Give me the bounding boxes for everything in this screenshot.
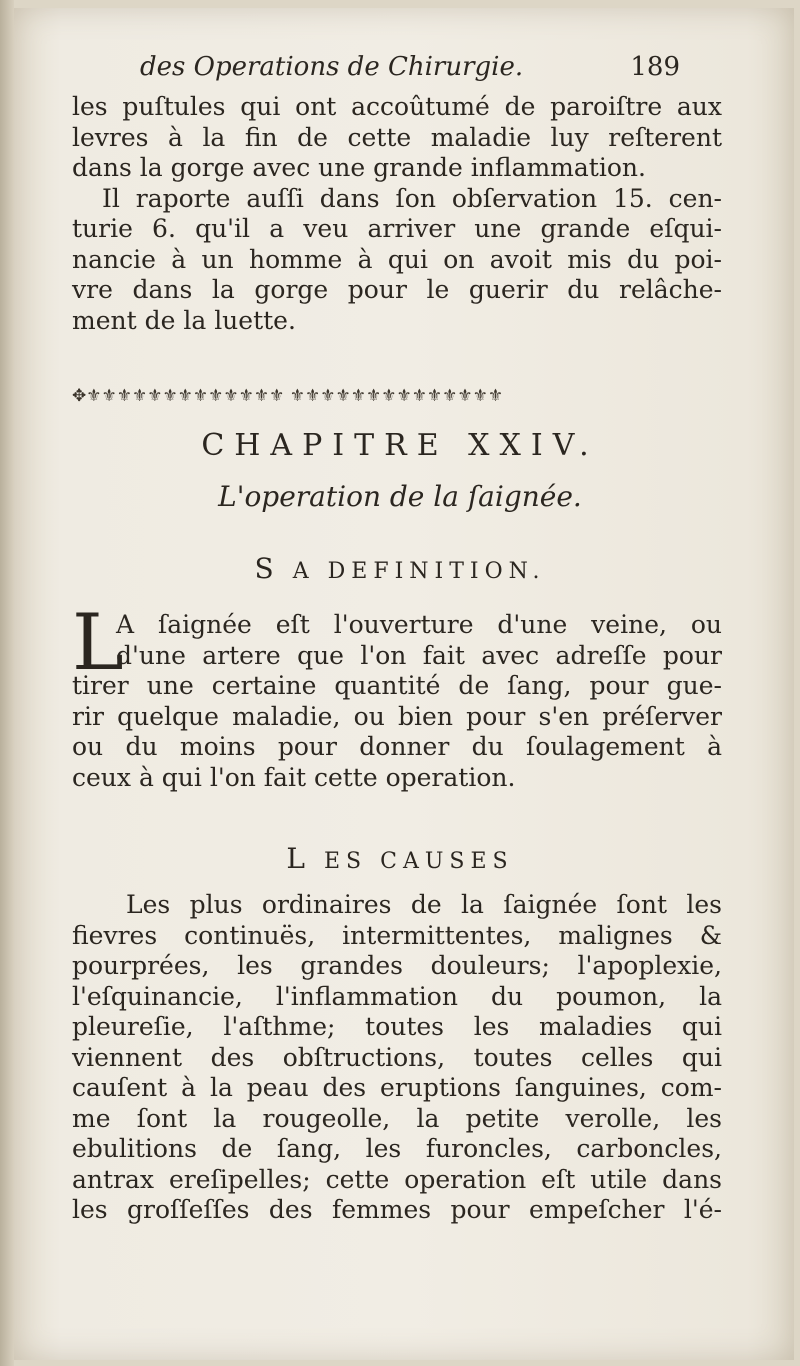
text-line: l'eſquinancie, l'inflammation du poumon, la [72, 981, 722, 1011]
section-heading-cap: L [286, 842, 311, 875]
running-title: des Operations de Chirurgie. [140, 52, 524, 82]
decorative-ornament-band: ✥⚜⚜⚜⚜⚜⚜⚜⚜⚜⚜⚜⚜⚜ ⚜⚜⚜⚜⚜⚜⚜⚜⚜⚜⚜⚜⚜⚜ [72, 386, 504, 406]
text-line: dans la gorge avec une grande inflammation. [72, 153, 646, 182]
chapter-subtitle: L'operation de la ſaignée. [218, 480, 582, 513]
text-line: les puſtules qui ont accoûtumé de paroiſtre aux [72, 92, 722, 121]
text-line: nancie à un homme à qui on avoit mis du poi- [72, 244, 722, 274]
text-line: fievres continuës, intermittentes, malignes & [72, 920, 722, 950]
text-line: tirer une certaine quantité de ſang, pour gue- [72, 671, 722, 700]
text-line: A ſaignée eſt l'ouverture d'une veine, ou [116, 610, 722, 639]
text-line: me ſont la rougeolle, la petite verolle, les [72, 1103, 722, 1133]
text-line: ceux à qui l'on fait cette operation. [72, 762, 516, 792]
text-line: ment de la luette. [72, 305, 296, 335]
text-line: pourprées, les grandes douleurs; l'apoplexie, [72, 951, 722, 980]
book-spine-shadow [0, 0, 14, 1366]
text-line: antrax ereſipelles; cette operation eſt utile dans [72, 1164, 722, 1194]
text-line: rir quelque maladie, ou bien pour s'en préſerver [72, 701, 722, 731]
text-line: ebulitions de ſang, les furoncles, carboncles, [72, 1134, 722, 1163]
text-line: d'une artere que l'on fait avec adreſſe pour [116, 640, 722, 670]
text-line: pleureſie, l'aſthme; toutes les maladies qui [72, 1012, 722, 1041]
page-number: 189 [630, 52, 680, 82]
running-header [140, 52, 680, 82]
chapter-heading: CHAPITRE XXIV. [201, 428, 599, 463]
definition-paragraph [72, 598, 722, 793]
section-heading-rest: ES CAUSES [324, 849, 514, 874]
text-line: cauſent à la peau des eruptions ſanguines, com- [72, 1073, 722, 1102]
paragraph-continuation [72, 92, 722, 336]
text-line: vre dans la gorge pour le guerir du relâche- [72, 275, 722, 304]
text-line: Il raporte auſſi dans ſon obſervation 15. cen- [102, 183, 722, 213]
text-line: Les plus ordinaires de la ſaignée ſont les [126, 890, 722, 919]
text-line: ou du moins pour donner du ſoulagement à [72, 732, 722, 761]
text-line: levres à la fin de cette maladie luy reſterent [72, 122, 722, 152]
section-heading-rest: A DEFINITION. [292, 559, 546, 584]
text-line: viennent des obſtructions, toutes celles qui [72, 1042, 722, 1072]
text-line: les groſſeſſes des femmes pour empeſcher l'é- [72, 1195, 722, 1224]
section-heading-definition [0, 552, 800, 585]
section-heading-cap: S [254, 552, 280, 585]
drop-cap: L [72, 598, 124, 688]
causes-paragraph [72, 890, 722, 1226]
section-heading-causes [0, 842, 800, 875]
text-line: turie 6. qu'il a veu arriver une grande eſqui- [72, 214, 722, 243]
